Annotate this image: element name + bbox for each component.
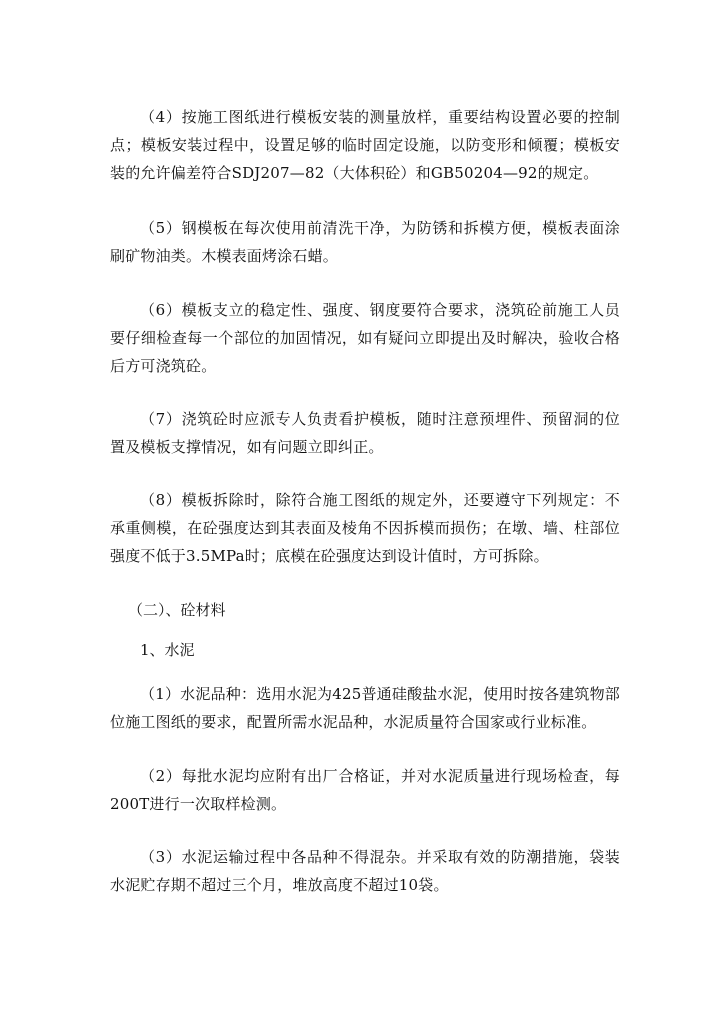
subsection-heading: 1、水泥	[140, 641, 195, 659]
paragraph-cement-2: （2）每批水泥均应附有出厂合格证，并对水泥质量进行现场检查，每200T进行一次取样检测。	[110, 767, 620, 813]
paragraph-formwork-8: （8）模板拆除时，除符合施工图纸的规定外，还要遵守下列规定：不承重侧模，在砼强度达到其表面及棱角不因拆模而损伤；在墩、墙、柱部位强度不低于3.5MPa时；底模在砼强度达到设计值时，方可拆除。	[110, 491, 620, 565]
paragraph-cement-1: （1）水泥品种：选用水泥为425普通硅酸盐水泥，使用时按各建筑物部位施工图纸的要求，配置所需水泥品种，水泥质量符合国家或行业标准。	[110, 685, 620, 731]
section-heading: （二）、砼材料	[128, 601, 226, 619]
paragraph-formwork-7: （7）浇筑砼时应派专人负责看护模板，随时注意预埋件、预留洞的位置及模板支撑情况，如有问题立即纠正。	[110, 410, 620, 456]
paragraph-cement-3: （3）水泥运输过程中各品种不得混杂。并采取有效的防潮措施，袋装水泥贮存期不超过三个月，堆放高度不超过10袋。	[110, 848, 620, 894]
paragraph-formwork-4: （4）按施工图纸进行模板安装的测量放样，重要结构设置必要的控制点；模板安装过程中，设置足够的临时固定设施，以防变形和倾覆；模板安装的允许偏差符合SDJ207—82（大体积砼）和GB50204—92的规定。	[110, 108, 620, 182]
paragraph-formwork-5: （5）钢模板在每次使用前清洗干净，为防锈和拆模方便，模板表面涂刷矿物油类。木模表面烤涂石蜡。	[110, 219, 620, 265]
paragraph-formwork-6: （6）模板支立的稳定性、强度、钢度要符合要求，浇筑砼前施工人员要仔细检查每一个部位的加固情况，如有疑问立即提出及时解决，验收合格后方可浇筑砼。	[110, 301, 620, 375]
